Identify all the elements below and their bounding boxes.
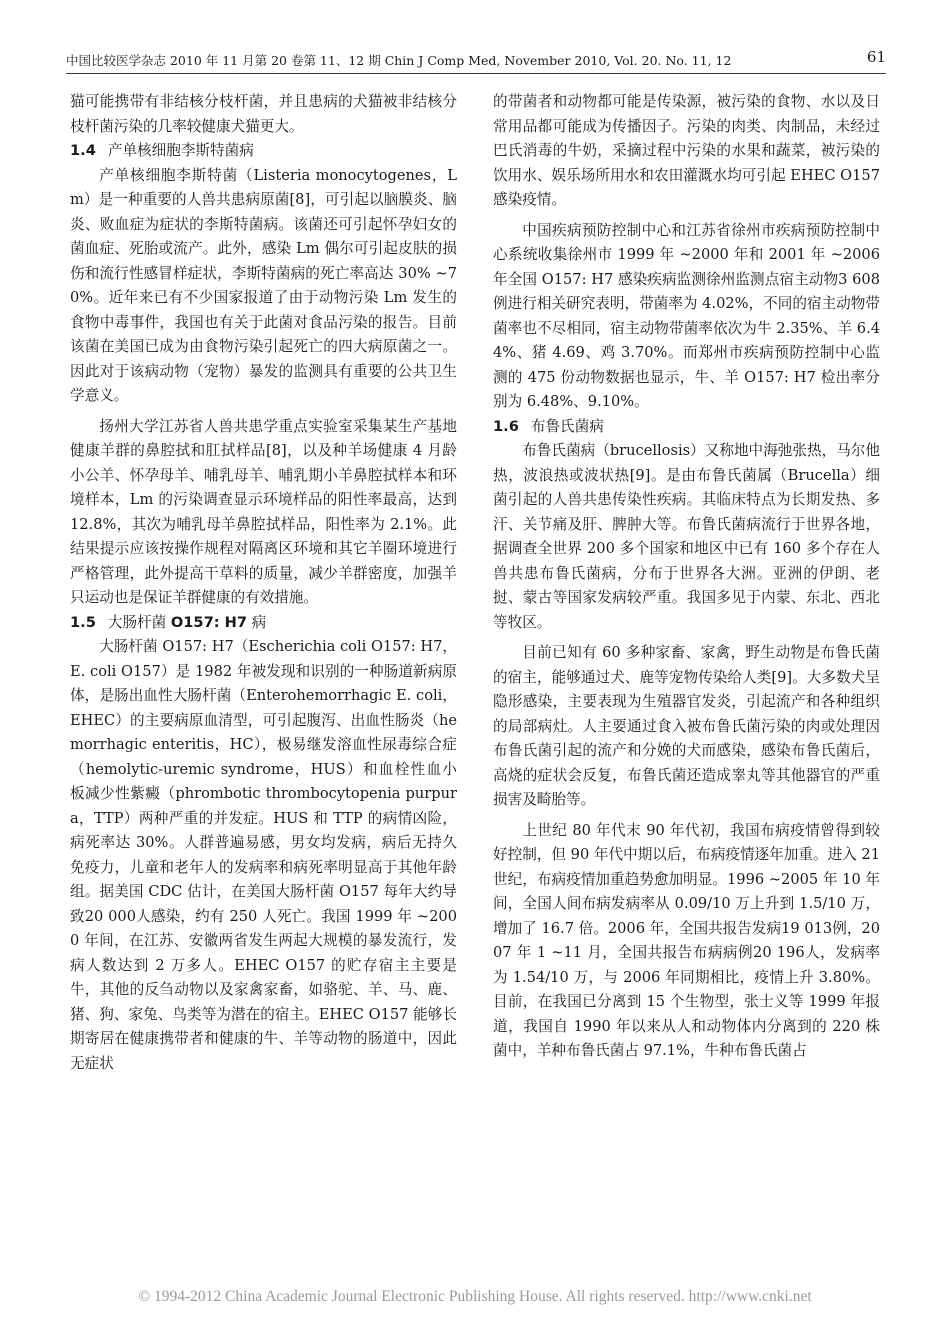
left-column <box>70 90 457 1076</box>
section-number: 1.6 <box>493 417 519 435</box>
body-paragraph: 产单核细胞李斯特菌（Listeria monocytogenes，Lm）是一种重要的人兽共患病原菌[8]，可引起以脑膜炎、脑炎、败血症为症状的李斯特菌病。该菌还可引起怀孕妇女的菌血症、死胎或流产。此外，感染 Lm 偶尔可引起皮肤的损伤和流行性感冒样症状，李斯特菌病的死亡率高达 30% ~70%。近年来已有不少国家报道了由于动物污染 Lm 发生的食物中毒事件，我国也有关于此菌对食品污染的报告。目前该菌在美国已成为由食物污染引起死亡的四大病原菌之一。因此对于该病动物（宠物）暴发的监测具有重要的公共卫生学意义。 <box>70 166 457 404</box>
section-title-suffix: 病 <box>247 613 267 631</box>
page-number: 61 <box>866 48 886 66</box>
body-paragraph: 大肠杆菌 O157: H7（Escherichia coli O157: H7，E. coli O157）是 1982 年被发现和识别的一种肠道新病原体，是肠出血性大肠杆菌（Enterohemorrhagic E. coli，EHEC）的主要病原血清型，可引起腹泻、出血性肠炎（hemorrhagic enteritis，HC），极易继发溶血性尿毒综合症（hemolytic-uremic syndrome，HUS）和血栓性血小板减少性紫癜（phrombotic thrombocytopenia purpura，TTP）两种严重的并发症。HUS 和 TTP 的病情凶险，病死率达 30%。人群普遍易感，男女均发病，病后无持久免疫力，儿童和老年人的发病率和病死率明显高于其他年龄组。据美国 CDC 估计，在美国大肠杆菌 O157 每年大约导致20 000人感染，约有 250 人死亡。我国 1999 年 ~2000 年间，在江苏、安徽两省发生两起大规模的暴发流行，发病人数达到 2 万多人。EHEC O157 的贮存宿主主要是牛，其他的反刍动物以及家禽家畜，如骆驼、羊、马、鹿、猪、狗、家兔、鸟类等为潜在的宿主。EHEC O157 能够长期寄居在健康携带者和健康的牛、羊等动物的肠道中，因此无症状 <box>70 638 457 1072</box>
body-paragraph: 扬州大学江苏省人兽共患学重点实验室采集某生产基地健康羊群的鼻腔拭和肛拭样品[8]，以及种羊场健康 4 月龄小公羊、怀孕母羊、哺乳母羊、哺乳期小羊鼻腔拭样本和环境样本，Lm 的污染调查显示环境样品的阳性率最高，达到 12.8%，其次为哺乳母羊鼻腔拭样品，阳性率为 2.1%。此结果提示应该按操作规程对隔离区环境和其它羊圈环境进行严格管理，此外提高干草料的质量，减少羊群密度，加强羊只运动也是保证羊群健康的有效措施。 <box>70 417 457 606</box>
section-heading <box>70 139 457 164</box>
header-rule <box>66 73 886 74</box>
journal-citation: 中国比较医学杂志 2010 年 11 月第 20 卷第 11、12 期 Chin J Comp Med, November 2010, Vol. 20. No. 11, 12 <box>66 53 732 68</box>
section-title: 布鲁氏菌病 <box>530 417 604 435</box>
body-paragraph: 目前已知有 60 多种家畜、家禽，野生动物是布鲁氏菌的宿主，能够通过犬、鹿等宠物传染给人类[9]。大多数犬呈隐形感染，主要表现为生殖器官发炎，引起流产和各种组织的局部病灶。人主要通过食入被布鲁氏菌污染的肉或处理因布鲁氏菌引起的流产和分娩的犬而感染，感染布鲁氏菌后，高烧的症状会反复，布鲁氏菌还造成睾丸等其他器官的严重损害及畸胎等。 <box>493 644 880 808</box>
section-title: 大肠杆菌 <box>107 613 171 631</box>
running-header <box>66 48 886 70</box>
section-number: 1.5 <box>70 613 96 631</box>
copyright-footer: © 1994-2012 China Academic Journal Electronic Publishing House. All rights reserved. http://www.cnki.net <box>138 1288 812 1305</box>
body-paragraph: 猫可能携带有非结核分枝杆菌，并且患病的犬猫被非结核分枝杆菌污染的几率较健康犬猫更大。 <box>70 93 457 135</box>
section-number: 1.4 <box>70 142 96 159</box>
section-heading <box>493 415 880 440</box>
body-paragraph: 上世纪 80 年代末 90 年代初，我国布病疫情曾得到较好控制，但 90 年代中期以后，布病疫情逐年加重。进入 21 世纪，布病疫情加重趋势愈加明显。1996 ~2005 年 10 年间，全国人间布病发病率从 0.09/10 万上升到 1.5/10 万，增加了 16.7 倍。2006 年，全国共报告发病19 013例，2007 年 1 ~11 月，全国共报告布病病例20 196人，发病率为 1.54/10 万，与 2006 年同期相比，疫情上升 3.80%。目前，在我国已分离到 15 个生物型，张士义等 1999 年报道，我国自 1990 年以来从人和动物体内分离到的 220 株菌中，羊种布鲁氏菌占 97.1%，牛种布鲁氏菌占 <box>493 821 880 1059</box>
body-paragraph: 中国疾病预防控制中心和江苏省徐州市疾病预防控制中心系统收集徐州市 1999 年 ~2000 年和 2001 年 ~2006 年全国 O157: H7 感染疾病监测徐州监测点宿主动物3 608例进行相关研究表明，带菌率为 4.02%，不同的宿主动物带菌率也不尽相同，宿主动物带菌率依次为牛 2.35%、羊 6.44%、猪 4.69、鸡 3.70%。而郑州市疾病预防控制中心监测的 475 份动物数据也显示，牛、羊 O157: H7 检出率分别为 6.48%、9.10%。 <box>493 221 880 410</box>
section-heading <box>70 611 457 636</box>
body-paragraph: 的带菌者和动物都可能是传染源，被污染的食物、水以及日常用品都可能成为传播因子。污染的肉类、肉制品，未经过巴氏消毒的牛奶，采摘过程中污染的水果和蔬菜，被污染的饮用水、娱乐场所用水和农田灌溉水均可引起 EHEC O157 感染疫情。 <box>493 93 880 208</box>
body-paragraph: 布鲁氏菌病（brucellosis）又称地中海弛张热，马尔他热，波浪热或波状热[9]。是由布鲁氏菌属（Brucella）细菌引起的人兽共患传染性疾病。其临床特点为长期发热、多汗、关节痛及肝、脾肿大等。布鲁氏菌病流行于世界各地，据调查全世界 200 多个国家和地区中已有 160 多个存在人兽共患布鲁氏菌病，分布于世界各大洲。亚洲的伊朗、老挝、蒙古等国家发病较严重。我国多见于内蒙、东北、西北等牧区。 <box>493 442 880 631</box>
right-column <box>493 90 880 1064</box>
section-title-serotype: O157: H7 <box>170 613 248 631</box>
section-title: 产单核细胞李斯特菌病 <box>107 142 254 159</box>
